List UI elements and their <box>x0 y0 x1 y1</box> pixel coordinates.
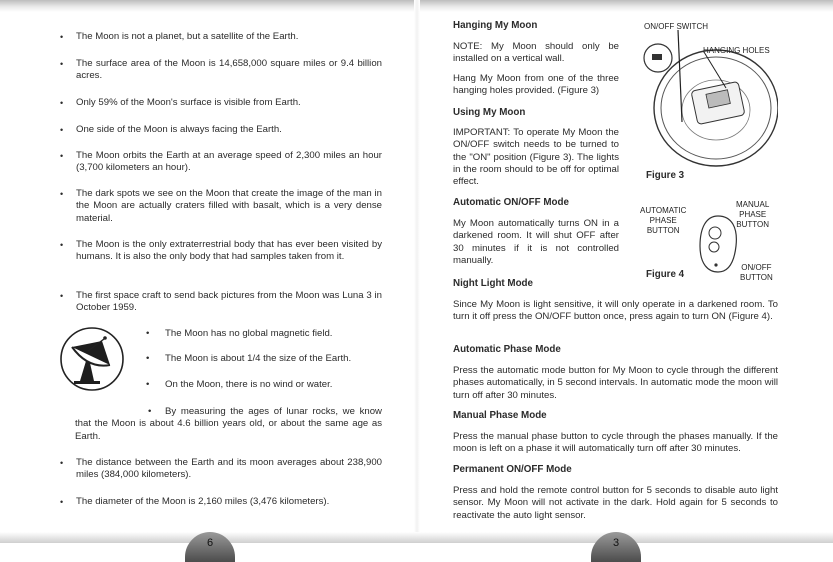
side-fact-item: • The Moon has no global magnetic field. <box>146 328 333 339</box>
fact-item: • The Moon orbits the Earth at an average speed of 2,300 miles an hour (3,700 kilometers an hour). <box>58 150 382 175</box>
label-manual-phase-button: MANUAL PHASE BUTTON <box>736 200 770 229</box>
right-page-number: 3 <box>591 532 641 562</box>
satellite-dish-icon <box>58 325 126 393</box>
label-onoff-button: ON/OFF BUTTON <box>740 263 773 282</box>
section-paragraph: Press the automatic mode button for My Moon to cycle through the different phases automatically, in 5 second intervals. In automatic mode the moon will turn off after 30 minutes. <box>453 365 778 401</box>
fact-item: • The surface area of the Moon is 14,658,000 square miles or 9.4 billion acres. <box>58 58 382 83</box>
bottom-page-edge <box>0 532 833 543</box>
left-page-number: 6 <box>185 532 235 562</box>
side-fact-item: • On the Moon, there is no wind or water. <box>146 379 333 390</box>
label-hanging-holes: HANGING HOLES <box>703 46 770 55</box>
fact-item: • The diameter of the Moon is 2,160 miles (3,476 kilometers). <box>58 496 382 508</box>
section-paragraph: Hang My Moon from one of the three hanging holes provided. (Figure 3) <box>453 73 619 97</box>
section-heading: Automatic Phase Mode <box>453 344 561 355</box>
fact-item: • Only 59% of the Moon's surface is visible from Earth. <box>58 97 382 109</box>
fact-item: • The Moon is not a planet, but a satellite of the Earth. <box>58 31 382 43</box>
section-paragraph: Press and hold the remote control button for 5 seconds to disable auto light sensor. My Moon will not activate in the dark. Hold again for 5 seconds to reactivate the auto light sensor. <box>453 485 778 521</box>
fact-item: • The first space craft to send back pictures from the Moon was Luna 3 in October 1959. <box>58 290 382 315</box>
figure-4-caption: Figure 4 <box>646 269 685 280</box>
fact-item: • The dark spots we see on the Moon that create the image of the man in the Moon are actually craters filled with basalt, which is a very dense material. <box>58 188 382 225</box>
fact-item: • One side of the Moon is always facing the Earth. <box>58 124 382 136</box>
section-heading: Night Light Mode <box>453 278 533 289</box>
section-paragraph: NOTE: My Moon should only be installed on a vertical wall. <box>453 41 619 65</box>
section-paragraph: My Moon automatically turns ON in a darkened room. It will shut OFF after 30 minutes if it is not controlled manually. <box>453 218 619 266</box>
section-heading: Automatic ON/OFF Mode <box>453 197 569 208</box>
figure-3-caption: Figure 3 <box>646 170 685 181</box>
book-spine <box>414 0 420 543</box>
section-heading: Permanent ON/OFF Mode <box>453 464 572 475</box>
label-onoff-switch: ON/OFF SWITCH <box>644 22 708 31</box>
section-paragraph: IMPORTANT: To operate My Moon the ON/OFF switch needs to be turned to the "ON" position (Figure 3). The lights in the room should to be off for optimal effect. <box>453 127 619 188</box>
figure-4-remote-diagram <box>694 212 742 276</box>
section-heading: Manual Phase Mode <box>453 410 547 421</box>
fact-item: • The Moon is the only extraterrestrial body that has ever been visited by humans. It is also the only body that had samples taken from it. <box>58 239 382 264</box>
side-fact-wrap-item: • By measuring the ages of lunar rocks, we know that the Moon is about 4.6 billion years old, or about the same age as Earth. <box>75 406 382 442</box>
label-automatic-phase-button: AUTOMATIC PHASE BUTTON <box>640 206 687 235</box>
section-heading: Using My Moon <box>453 107 526 118</box>
fact-item: • The distance between the Earth and its moon averages about 238,900 miles (384,000 kilometers). <box>58 457 382 482</box>
section-paragraph: Press the manual phase button to cycle through the phases manually. If the moon is left on a phase it will automatically turn off after 30 minutes. <box>453 431 778 455</box>
side-fact-item: • The Moon is about 1/4 the size of the Earth. <box>146 353 352 364</box>
section-heading: Hanging My Moon <box>453 20 538 31</box>
section-paragraph: Since My Moon is light sensitive, it will only operate in a darkened room. To turn it off press the ON/OFF button once, press again to turn ON (Figure 4). <box>453 299 778 323</box>
